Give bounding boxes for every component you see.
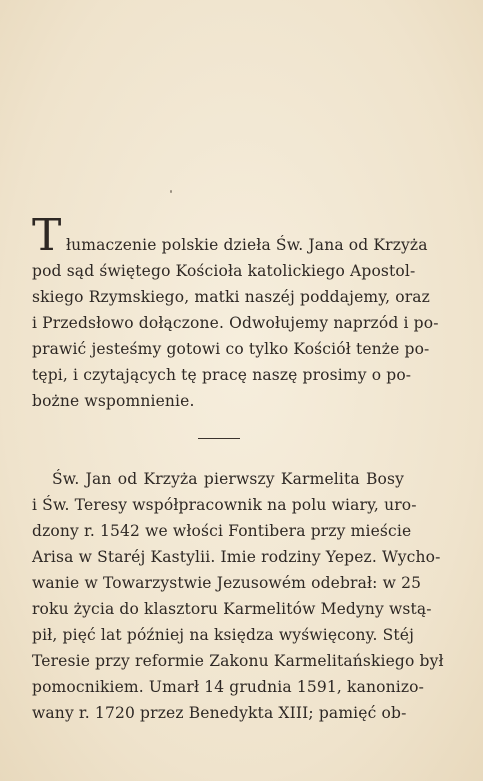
biography-line-9: pomocnikiem. Umarł 14 grudnia 1591, kanonizo- — [32, 678, 425, 696]
paper-speck — [170, 190, 172, 193]
preface-line-5: prawić jesteśmy gotowi co tylko Kościół tenże po- — [32, 340, 430, 358]
biography-line-2: i Św. Teresy współpracownik na polu wiary, uro- — [32, 496, 417, 514]
preface-line-1: łumaczenie polskie dzieła Św. Jana od Krzyża — [66, 236, 428, 254]
preface-line-2: pod sąd świętego Kościoła katolickiego Apostol- — [32, 262, 416, 280]
biography-line-10: wany r. 1720 przez Benedykta XIII; pamięć ob- — [32, 704, 407, 722]
biography-line-7: pił, pięć lat później na księdza wyświęcony. Stéj — [32, 626, 415, 644]
preface-line-4: i Przedsłowo dołączone. Odwołujemy naprzód i po- — [32, 314, 439, 332]
biography-line-4: Arisa w Staréj Kastylii. Imie rodziny Yepez. Wycho- — [32, 548, 441, 566]
biography-line-6: roku życia do klasztoru Karmelitów Medyny wstą- — [32, 600, 432, 618]
drop-cap: T — [32, 210, 62, 261]
section-divider — [198, 438, 240, 439]
preface-line-3: skiego Rzymskiego, matki naszéj poddajemy, oraz — [32, 288, 430, 306]
preface-line-7: bożne wspomnienie. — [32, 392, 195, 410]
biography-line-5: wanie w Towarzystwie Jezusowém odebrał: w 25 — [32, 574, 422, 592]
biography-line-8: Teresie przy reformie Zakonu Karmelitańskiego był — [32, 652, 444, 670]
preface-line-6: tępi, i czytających tę pracę naszę prosimy o po- — [32, 366, 412, 384]
biography-line-1: Św. Jan od Krzyża pierwszy Karmelita Bosy — [52, 470, 404, 488]
biography-line-3: dzony r. 1542 we włości Fontibera przy mieście — [32, 522, 412, 540]
